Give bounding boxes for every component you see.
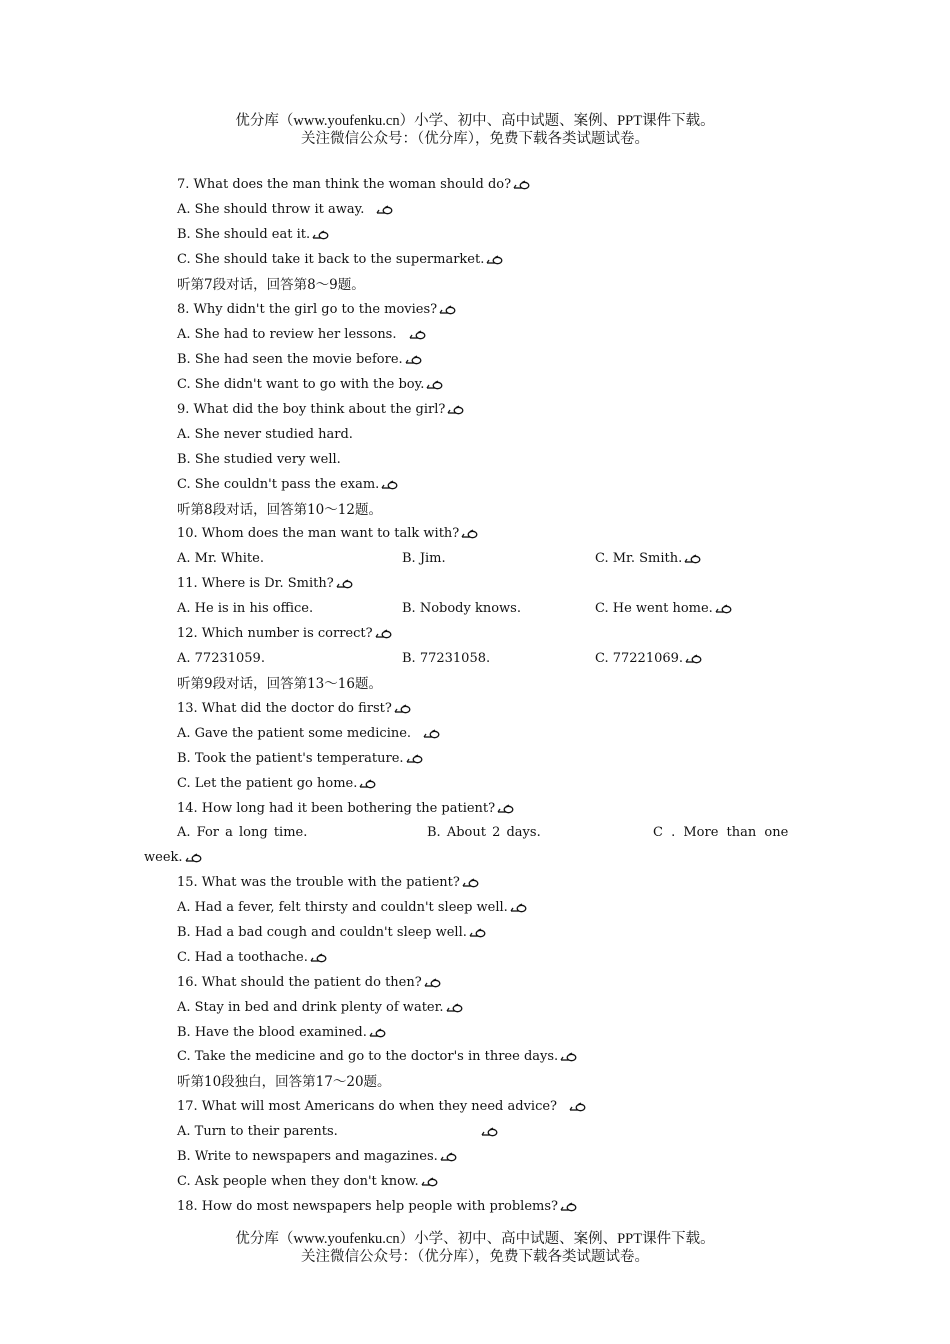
q14-options: [177, 821, 807, 846]
question-7: 7. What does the man think the woman should do?: [177, 173, 530, 198]
line-mark-icon: [336, 579, 353, 589]
q7-option-b: B. She should eat it.: [177, 223, 329, 248]
q8-option-c: C. She didn't want to go with the boy.: [177, 373, 443, 398]
q11-option-a: A. He is in his office.: [177, 601, 314, 616]
question-18: 18. How do most newspapers help people with problems?: [177, 1195, 577, 1220]
line-mark-icon: [481, 1127, 498, 1137]
q10-options: [177, 547, 777, 572]
line-mark-icon: [409, 330, 426, 340]
question-9: 9. What did the boy think about the girl?: [177, 398, 464, 423]
q12-option-a: A. 77231059.: [177, 651, 265, 666]
question-12: 12. Which number is correct?: [177, 622, 392, 647]
line-mark-icon: [447, 405, 464, 415]
question-15: 15. What was the trouble with the patient?: [177, 871, 479, 896]
section-heading-9: 听第9段对话，回答第13～16题。: [177, 676, 382, 692]
line-mark-icon: [439, 305, 456, 315]
line-mark-icon: [185, 853, 202, 863]
q17-option-a: A. Turn to their parents.: [177, 1120, 517, 1145]
line-mark-icon: [469, 928, 486, 938]
line-mark-icon: [461, 529, 478, 539]
q11-option-b: B. Nobody knows.: [402, 601, 521, 616]
question-13: 13. What did the doctor do first?: [177, 697, 411, 722]
q13-option-b: B. Took the patient's temperature.: [177, 747, 423, 772]
q10-option-a: A. Mr. White.: [177, 551, 264, 566]
q9-option-b: B. She studied very well.: [177, 452, 341, 467]
q10-option-b: B. Jim.: [402, 551, 446, 566]
line-mark-icon: [560, 1202, 577, 1212]
q11-options: [177, 597, 777, 622]
q16-option-c: C. Take the medicine and go to the doctor's in three days.: [177, 1045, 577, 1070]
page-footer-line-1: 优分库（www.youfenku.cn）小学、初中、高中试题、案例、PPT课件下载。: [235, 1231, 715, 1247]
page-footer-line-2: 关注微信公众号：（优分库），免费下载各类试题试卷。: [301, 1249, 649, 1265]
line-mark-icon: [376, 205, 393, 215]
page-header-line-2: 关注微信公众号：（优分库），免费下载各类试题试卷。: [301, 131, 649, 147]
q8-option-a: A. She had to review her lessons.: [177, 323, 426, 348]
section-heading-7: 听第7段对话，回答第8～9题。: [177, 277, 365, 293]
q16-option-b: B. Have the blood examined.: [177, 1021, 386, 1046]
line-mark-icon: [424, 978, 441, 988]
line-mark-icon: [560, 1052, 577, 1062]
page-header-line-1: 优分库（www.youfenku.cn）小学、初中、高中试题、案例、PPT课件下载。: [235, 113, 715, 129]
q16-option-a: A. Stay in bed and drink plenty of water.: [177, 996, 463, 1021]
q12-option-c: C. 77221069.: [595, 647, 702, 672]
section-heading-10: 听第10段独白，回答第17～20题。: [177, 1074, 391, 1090]
line-mark-icon: [715, 604, 732, 614]
q15-option-b: B. Had a bad cough and couldn't sleep well.: [177, 921, 486, 946]
question-16: 16. What should the patient do then?: [177, 971, 441, 996]
q17-option-c: C. Ask people when they don't know.: [177, 1170, 438, 1195]
q17-option-b: B. Write to newspapers and magazines.: [177, 1145, 457, 1170]
q8-option-b: B. She had seen the movie before.: [177, 348, 422, 373]
line-mark-icon: [406, 754, 423, 764]
q14-option-a: A. For a long time.: [177, 825, 308, 840]
line-mark-icon: [510, 903, 527, 913]
q12-options: [177, 647, 777, 672]
line-mark-icon: [394, 704, 411, 714]
line-mark-icon: [684, 554, 701, 564]
line-mark-icon: [569, 1102, 586, 1112]
q10-option-c: C. Mr. Smith.: [595, 547, 701, 572]
line-mark-icon: [426, 380, 443, 390]
q15-option-a: A. Had a fever, felt thirsty and couldn't sleep well.: [177, 896, 527, 921]
q9-option-a: A. She never studied hard.: [177, 427, 353, 442]
q7-option-a: A. She should throw it away.: [177, 198, 393, 223]
line-mark-icon: [405, 355, 422, 365]
question-17: 17. What will most Americans do when they need advice?: [177, 1095, 586, 1120]
line-mark-icon: [375, 629, 392, 639]
line-mark-icon: [369, 1028, 386, 1038]
line-mark-icon: [486, 255, 503, 265]
section-heading-8: 听第8段对话，回答第10～12题。: [177, 502, 382, 518]
q7-option-c: C. She should take it back to the supermarket.: [177, 248, 503, 273]
question-14: 14. How long had it been bothering the patient?: [177, 797, 514, 822]
q13-option-c: C. Let the patient go home.: [177, 772, 376, 797]
q14-option-c-continued: week.: [144, 846, 202, 871]
line-mark-icon: [440, 1152, 457, 1162]
q14-option-c: C . More than one: [653, 825, 789, 840]
q12-option-b: B. 77231058.: [402, 651, 491, 666]
q15-option-c: C. Had a toothache.: [177, 946, 327, 971]
q13-option-a: A. Gave the patient some medicine.: [177, 722, 440, 747]
line-mark-icon: [685, 654, 702, 664]
line-mark-icon: [421, 1177, 438, 1187]
q14-option-b: B. About 2 days.: [427, 825, 541, 840]
line-mark-icon: [310, 953, 327, 963]
question-8: 8. Why didn't the girl go to the movies?: [177, 298, 456, 323]
question-10: 10. Whom does the man want to talk with?: [177, 522, 478, 547]
q9-option-c: C. She couldn't pass the exam.: [177, 473, 398, 498]
line-mark-icon: [381, 480, 398, 490]
line-mark-icon: [312, 230, 329, 240]
line-mark-icon: [462, 878, 479, 888]
line-mark-icon: [497, 804, 514, 814]
line-mark-icon: [513, 180, 530, 190]
line-mark-icon: [446, 1003, 463, 1013]
q11-option-c: C. He went home.: [595, 597, 732, 622]
question-11: 11. Where is Dr. Smith?: [177, 572, 353, 597]
line-mark-icon: [359, 779, 376, 789]
line-mark-icon: [423, 729, 440, 739]
